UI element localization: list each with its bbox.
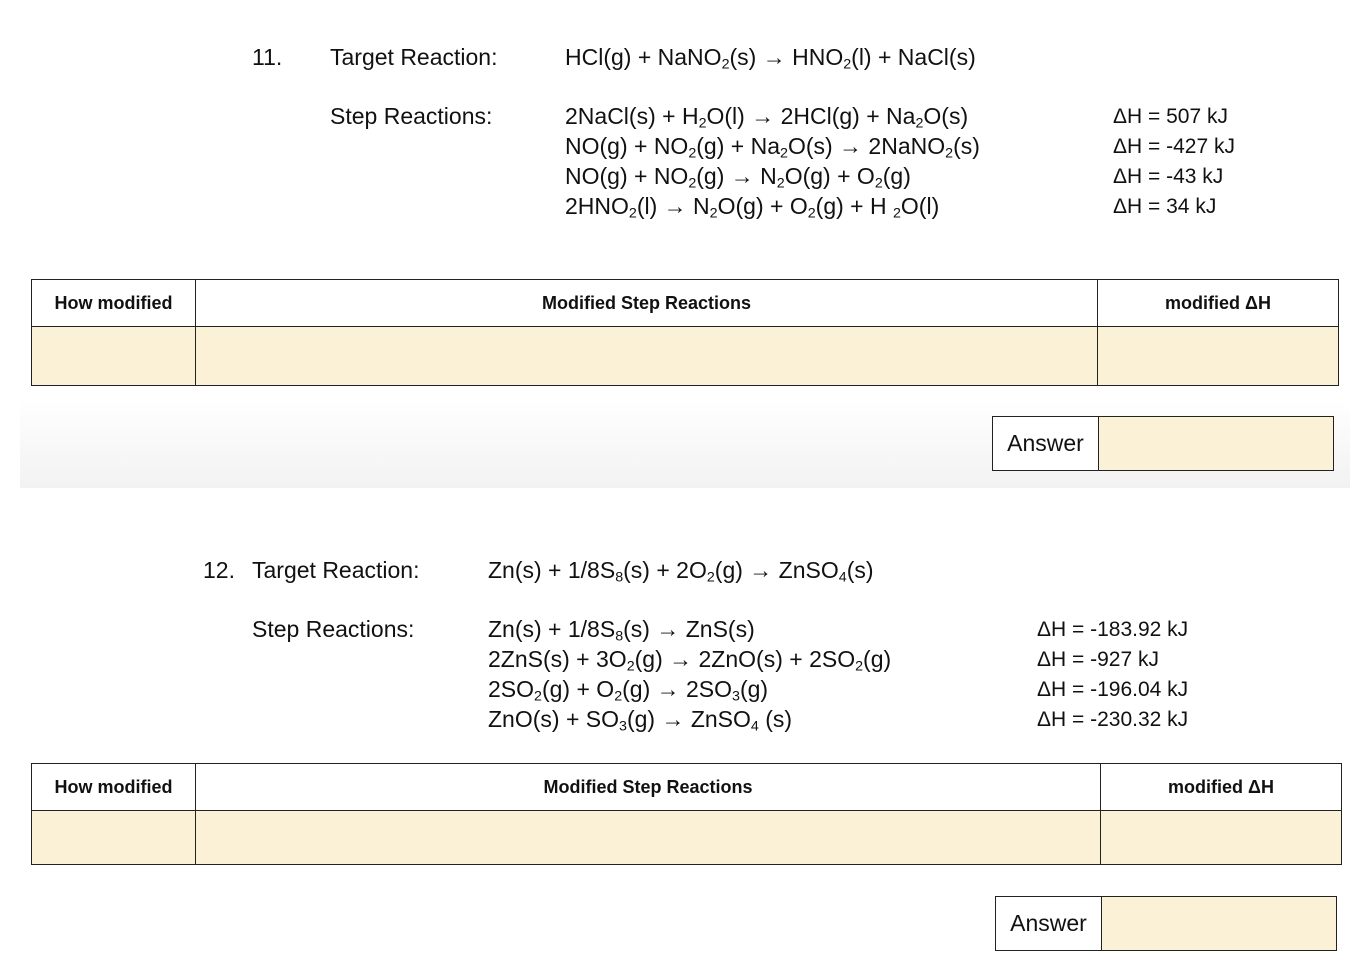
modified-step-reactions-cell[interactable] <box>196 811 1101 865</box>
step-reaction-list <box>488 614 891 734</box>
header-modified-step-reactions: Modified Step Reactions <box>196 764 1101 811</box>
answer-field[interactable] <box>1102 897 1336 950</box>
step-reaction: $2ZnS(s) + 3O_2(g) \to 2ZnO(s) + 2SO_2(g)$ <box>488 646 892 675</box>
answer-field[interactable] <box>1099 417 1333 470</box>
problem-11-background <box>20 0 1350 488</box>
header-how-modified: How modified <box>32 280 196 327</box>
work-table <box>31 763 1342 865</box>
step-enthalpy: ΔH = -927 kJ <box>1037 648 1159 671</box>
step-enthalpy: ΔH = -230.32 kJ <box>1037 708 1189 731</box>
step-reaction: $NO(g) + NO_2(g) + Na_2O(s)$ → 2NaNO$_2$(s) <box>565 133 980 162</box>
answer-label: Answer <box>996 897 1102 950</box>
answer-label: Answer <box>993 417 1099 470</box>
header-modified-step-reactions: Modified Step Reactions <box>196 280 1098 327</box>
answer-box <box>992 416 1334 471</box>
target-reaction: $Zn(s) + 1/8S_8(s) + 2O_2(g)$ → ZnSO$_4$(s) <box>488 557 874 586</box>
enthalpy-list <box>1113 102 1235 222</box>
step-enthalpy: ΔH = -196.04 kJ <box>1037 678 1189 701</box>
problem-number: 11. <box>252 44 283 70</box>
problem-number: 12. <box>203 557 235 583</box>
step-enthalpy: ΔH = 507 kJ <box>1113 105 1228 128</box>
step-reactions-label: Step Reactions: <box>330 103 493 129</box>
step-enthalpy: ΔH = -43 kJ <box>1113 165 1224 188</box>
how-modified-cell[interactable] <box>32 811 196 865</box>
header-how-modified: How modified <box>32 764 196 811</box>
step-enthalpy: ΔH = -183.92 kJ <box>1037 618 1189 641</box>
step-reaction: $Zn(s) + 1/8S_8(s) \to ZnS(s)$ <box>488 616 755 645</box>
enthalpy-list <box>1037 615 1188 735</box>
modified-dh-cell[interactable] <box>1101 811 1342 865</box>
step-reaction: $ZnO(s) + SO_3(g)$ → ZnSO$_4$ (s) <box>488 706 793 735</box>
modified-dh-cell[interactable] <box>1098 327 1339 386</box>
step-reactions-label: Step Reactions: <box>252 616 415 642</box>
header-modified-dh: modified ΔH <box>1098 280 1339 327</box>
target-reaction: HCl(g) + NaNO$_2$(s) → $HNO_2(l)$ + NaCl(s) <box>565 44 976 73</box>
step-enthalpy: ΔH = 34 kJ <box>1113 195 1217 218</box>
step-reaction: $2SO_2(g) + O_2(g) \to 2SO_3(g)$ <box>488 676 769 705</box>
target-reaction-label: Target Reaction: <box>330 44 498 70</box>
answer-box <box>995 896 1337 951</box>
step-reaction: 2NaCl(s) + $H_2O(l) \to 2HCl(g) + Na_2O(s)$ <box>565 103 969 132</box>
target-reaction-label: Target Reaction: <box>252 557 420 583</box>
step-enthalpy: ΔH = -427 kJ <box>1113 135 1235 158</box>
header-modified-dh: modified ΔH <box>1101 764 1342 811</box>
modified-step-reactions-cell[interactable] <box>196 327 1098 386</box>
step-reaction: $2HNO_2(l) \to N_2O(g) + O_2(g) + H$ $_2$O(l) <box>565 193 940 222</box>
step-reaction-list <box>565 101 980 221</box>
step-reaction: $NO(g) + NO_2(g) \to N_2O(g) + O_2(g)$ <box>565 163 911 192</box>
how-modified-cell[interactable] <box>32 327 196 386</box>
work-table <box>31 279 1339 386</box>
